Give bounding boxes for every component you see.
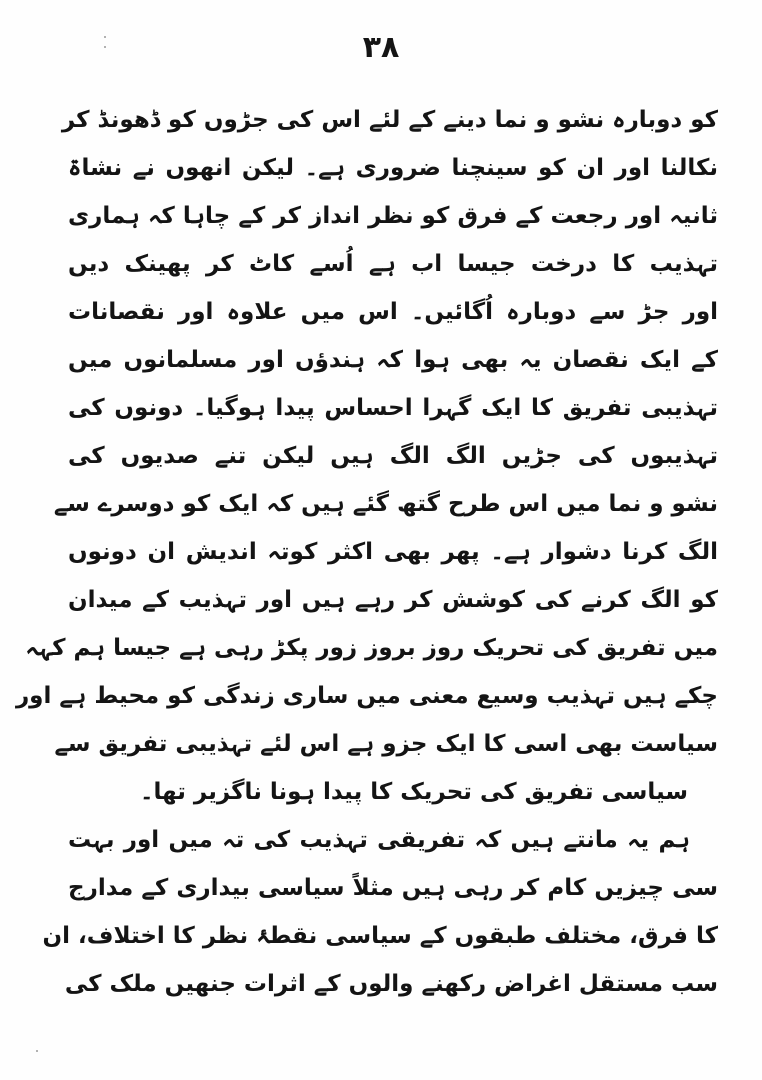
text-line: تہذیبی تفریق کا ایک گہرا احساس پیدا ہوگیا۔ دونوں کی	[68, 395, 718, 421]
text-line: سی چیزیں کام کر رہی ہیں مثلاً سیاسی بیداری کے مدارج	[68, 875, 718, 901]
paragraph-first-line: ہم یہ مانتے ہیں کہ تفریقی تہذیب کی تہ میں اور بہت	[68, 827, 690, 853]
paragraph-last-line: سیاسی تفریق کی تحریک کا پیدا ہونا ناگزیر تھا۔	[139, 779, 688, 805]
text-line: کو الگ کرنے کی کوشش کر رہے ہیں اور تہذیب کے میدان	[68, 587, 718, 613]
text-line: نکالنا اور ان کو سینچنا ضروری ہے۔ لیکن انھوں نے نشاۃ	[68, 155, 718, 181]
text-line: چکے ہیں تہذیب وسیع معنی میں ساری زندگی کو محیط ہے اور	[15, 683, 718, 709]
text-line: کا فرق، مختلف طبقوں کے سیاسی نقطۂ نظر کا اختلاف، ان	[42, 923, 718, 949]
text-line: تہذیبوں کی جڑیں الگ الگ ہیں لیکن تنے صدیوں کی	[68, 443, 718, 469]
text-line: کو دوبارہ نشو و نما دینے کے لئے اس کی جڑوں کو ڈھونڈ کر	[61, 107, 718, 133]
scan-speck	[36, 1050, 38, 1052]
text-line: سب مستقل اغراض رکھنے والوں کے اثرات جنھیں ملک کی	[64, 971, 718, 997]
text-line: سیاست بھی اسی کا ایک جزو ہے اس لئے تہذیبی تفریق سے	[54, 731, 718, 757]
text-line: ثانیہ اور رجعت کے فرق کو نظر انداز کر کے چاہا کہ ہماری	[68, 203, 718, 229]
text-line: میں تفریق کی تحریک روز بروز زور پکڑ رہی ہے جیسا ہم کہہ	[25, 635, 718, 661]
page-number: ۳۸	[362, 30, 400, 65]
body-text	[15, 96, 718, 1008]
text-line: کے ایک نقصان یہ بھی ہوا کہ ہندؤں اور مسلمانوں میں	[68, 347, 718, 373]
text-line: تہذیب کا درخت جیسا اب ہے اُسے کاٹ کر پھینک دیں	[68, 251, 718, 277]
text-line: اور جڑ سے دوبارہ اُگائیں۔ اس میں علاوہ اور نقصانات	[68, 299, 718, 325]
text-line: الگ کرنا دشوار ہے۔ پھر بھی اکثر کوتہ اندیش ان دونوں	[68, 539, 718, 565]
text-line: نشو و نما میں اس طرح گتھ گئے ہیں کہ ایک کو دوسرے سے	[53, 491, 718, 517]
